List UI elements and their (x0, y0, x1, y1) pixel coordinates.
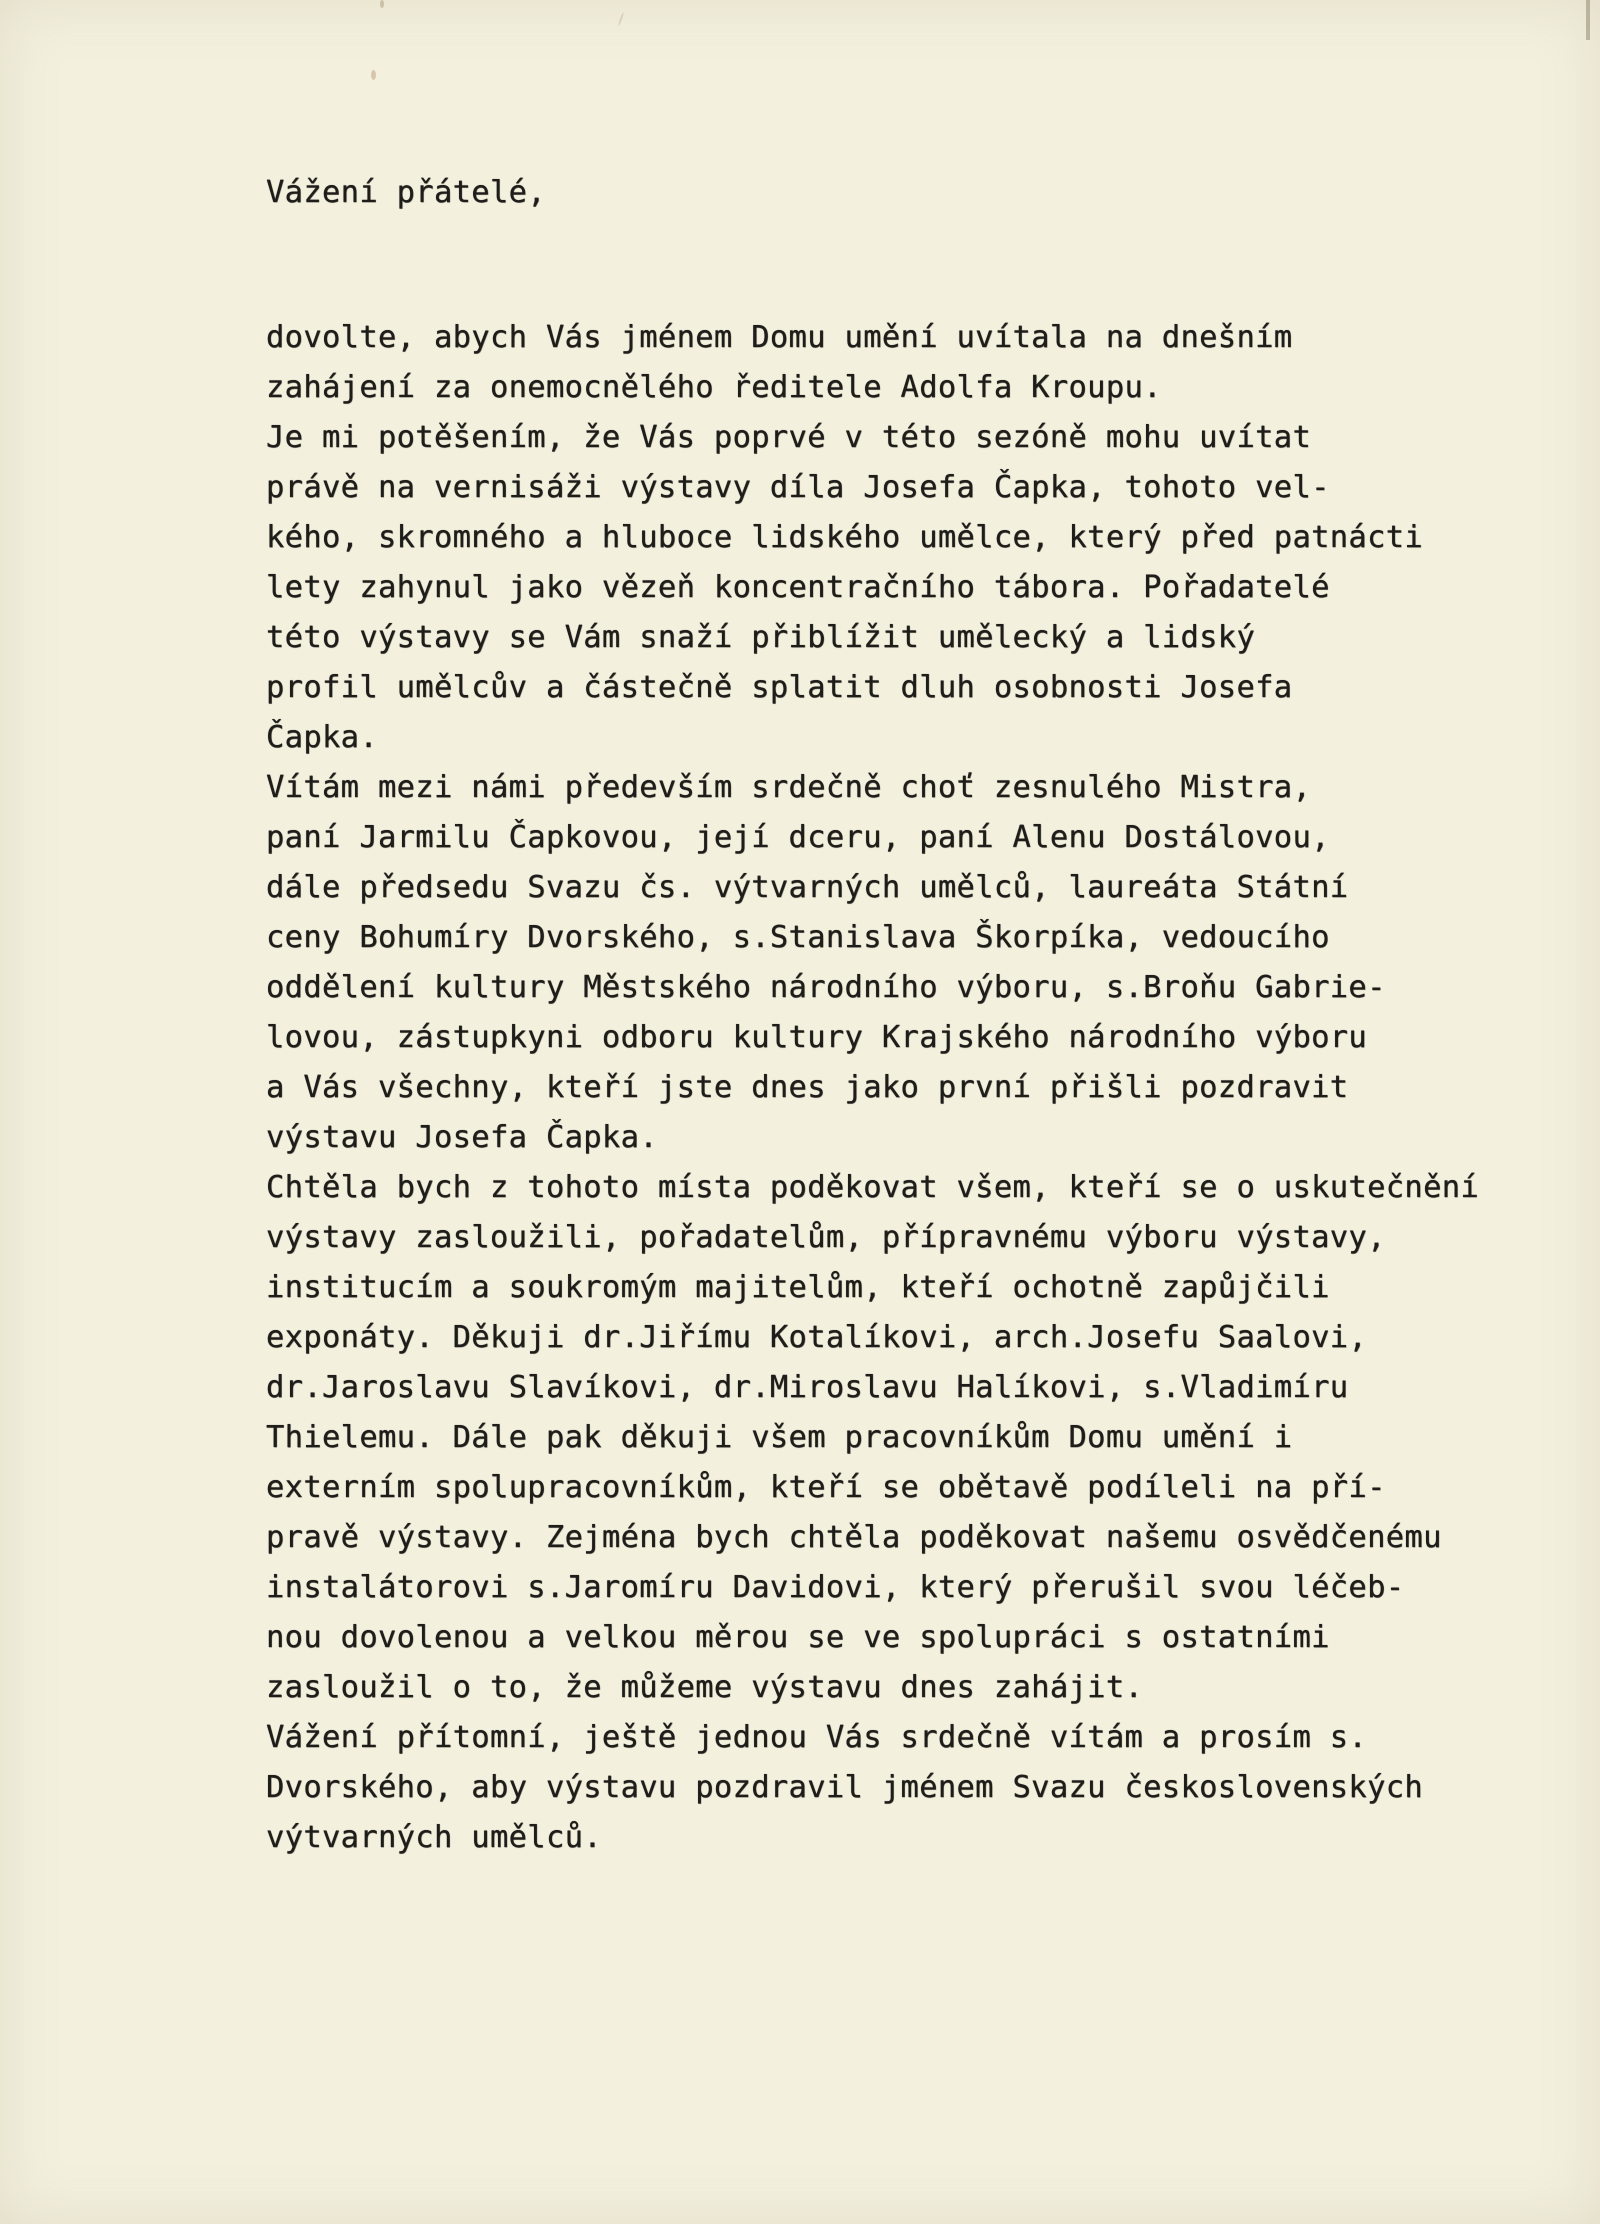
body-line: oddělení kultury Městského národního výboru, s.Broňu Gabrie- (266, 970, 1386, 1005)
paper-speck (618, 12, 625, 26)
body-line: lety zahynul jako vězeň koncentračního tábora. Pořadatelé (266, 570, 1330, 605)
body-line: externím spolupracovníkům, kteří se obětavě podíleli na pří- (266, 1470, 1386, 1505)
paper-speck (371, 70, 376, 80)
body-line: a Vás všechny, kteří jste dnes jako první přišli pozdravit (266, 1070, 1349, 1105)
salutation: Vážení přátelé, (266, 175, 546, 210)
body-line: výtvarných umělců. (266, 1820, 602, 1855)
paragraph-gap (266, 218, 1556, 313)
body-line: exponáty. Děkuji dr.Jiřímu Kotalíkovi, arch.Josefu Saalovi, (266, 1320, 1368, 1355)
body-line: ceny Bohumíry Dvorského, s.Stanislava Škorpíka, vedoucího (266, 920, 1330, 955)
body-line: právě na vernisáži výstavy díla Josefa Čapka, tohoto vel- (266, 470, 1330, 505)
body-line: Dvorského, aby výstavu pozdravil jménem Svazu československých (266, 1770, 1424, 1805)
body-line: této výstavy se Vám snaží přiblížit umělecký a lidský (266, 620, 1256, 655)
body-line: paní Jarmilu Čapkovou, její dceru, paní Alenu Dostálovou, (266, 820, 1330, 855)
body-line: dr.Jaroslavu Slavíkovi, dr.Miroslavu Halíkovi, s.Vladimíru (266, 1370, 1349, 1405)
body-line: výstavy zasloužili, pořadatelům, přípravnému výboru výstavy, (266, 1220, 1386, 1255)
body-line: dále předsedu Svazu čs. výtvarných umělců, laureáta Státní (266, 870, 1349, 905)
body-line: zahájení za onemocnělého ředitele Adolfa Kroupu. (266, 370, 1162, 405)
letter-body (266, 313, 1556, 1863)
body-line: profil umělcův a částečně splatit dluh osobnosti Josefa (266, 670, 1293, 705)
body-line: Chtěla bych z tohoto místa poděkovat všem, kteří se o uskutečnění (266, 1170, 1480, 1205)
body-line: Je mi potěšením, že Vás poprvé v této sezóně mohu uvítat (266, 420, 1312, 455)
body-line: Vítám mezi námi především srdečně choť zesnulého Mistra, (266, 770, 1312, 805)
body-line: nou dovolenou a velkou měrou se ve spolupráci s ostatními (266, 1620, 1330, 1655)
body-line: Vážení přítomní, ještě jednou Vás srdečně vítám a prosím s. (266, 1720, 1368, 1755)
paper-speck (380, 0, 384, 8)
body-line: zasloužil o to, že můžeme výstavu dnes zahájit. (266, 1670, 1144, 1705)
body-line: lovou, zástupkyni odboru kultury Krajského národního výboru (266, 1020, 1368, 1055)
typewritten-letter (266, 168, 1556, 1863)
body-line: institucím a soukromým majitelům, kteří ochotně zapůjčili (266, 1270, 1330, 1305)
body-line: Thielemu. Dále pak děkuji všem pracovníkům Domu umění i (266, 1420, 1293, 1455)
body-line: dovolte, abych Vás jménem Domu umění uvítala na dnešním (266, 320, 1293, 355)
body-line: pravě výstavy. Zejména bych chtěla poděkovat našemu osvědčenému (266, 1520, 1442, 1555)
body-line: výstavu Josefa Čapka. (266, 1120, 658, 1155)
body-line: Čapka. (266, 720, 378, 755)
body-line: kého, skromného a hluboce lidského umělce, který před patnácti (266, 520, 1424, 555)
paper-edge-mark (1586, 0, 1590, 40)
body-line: instalátorovi s.Jaromíru Davidovi, který přerušil svou léčeb- (266, 1570, 1405, 1605)
